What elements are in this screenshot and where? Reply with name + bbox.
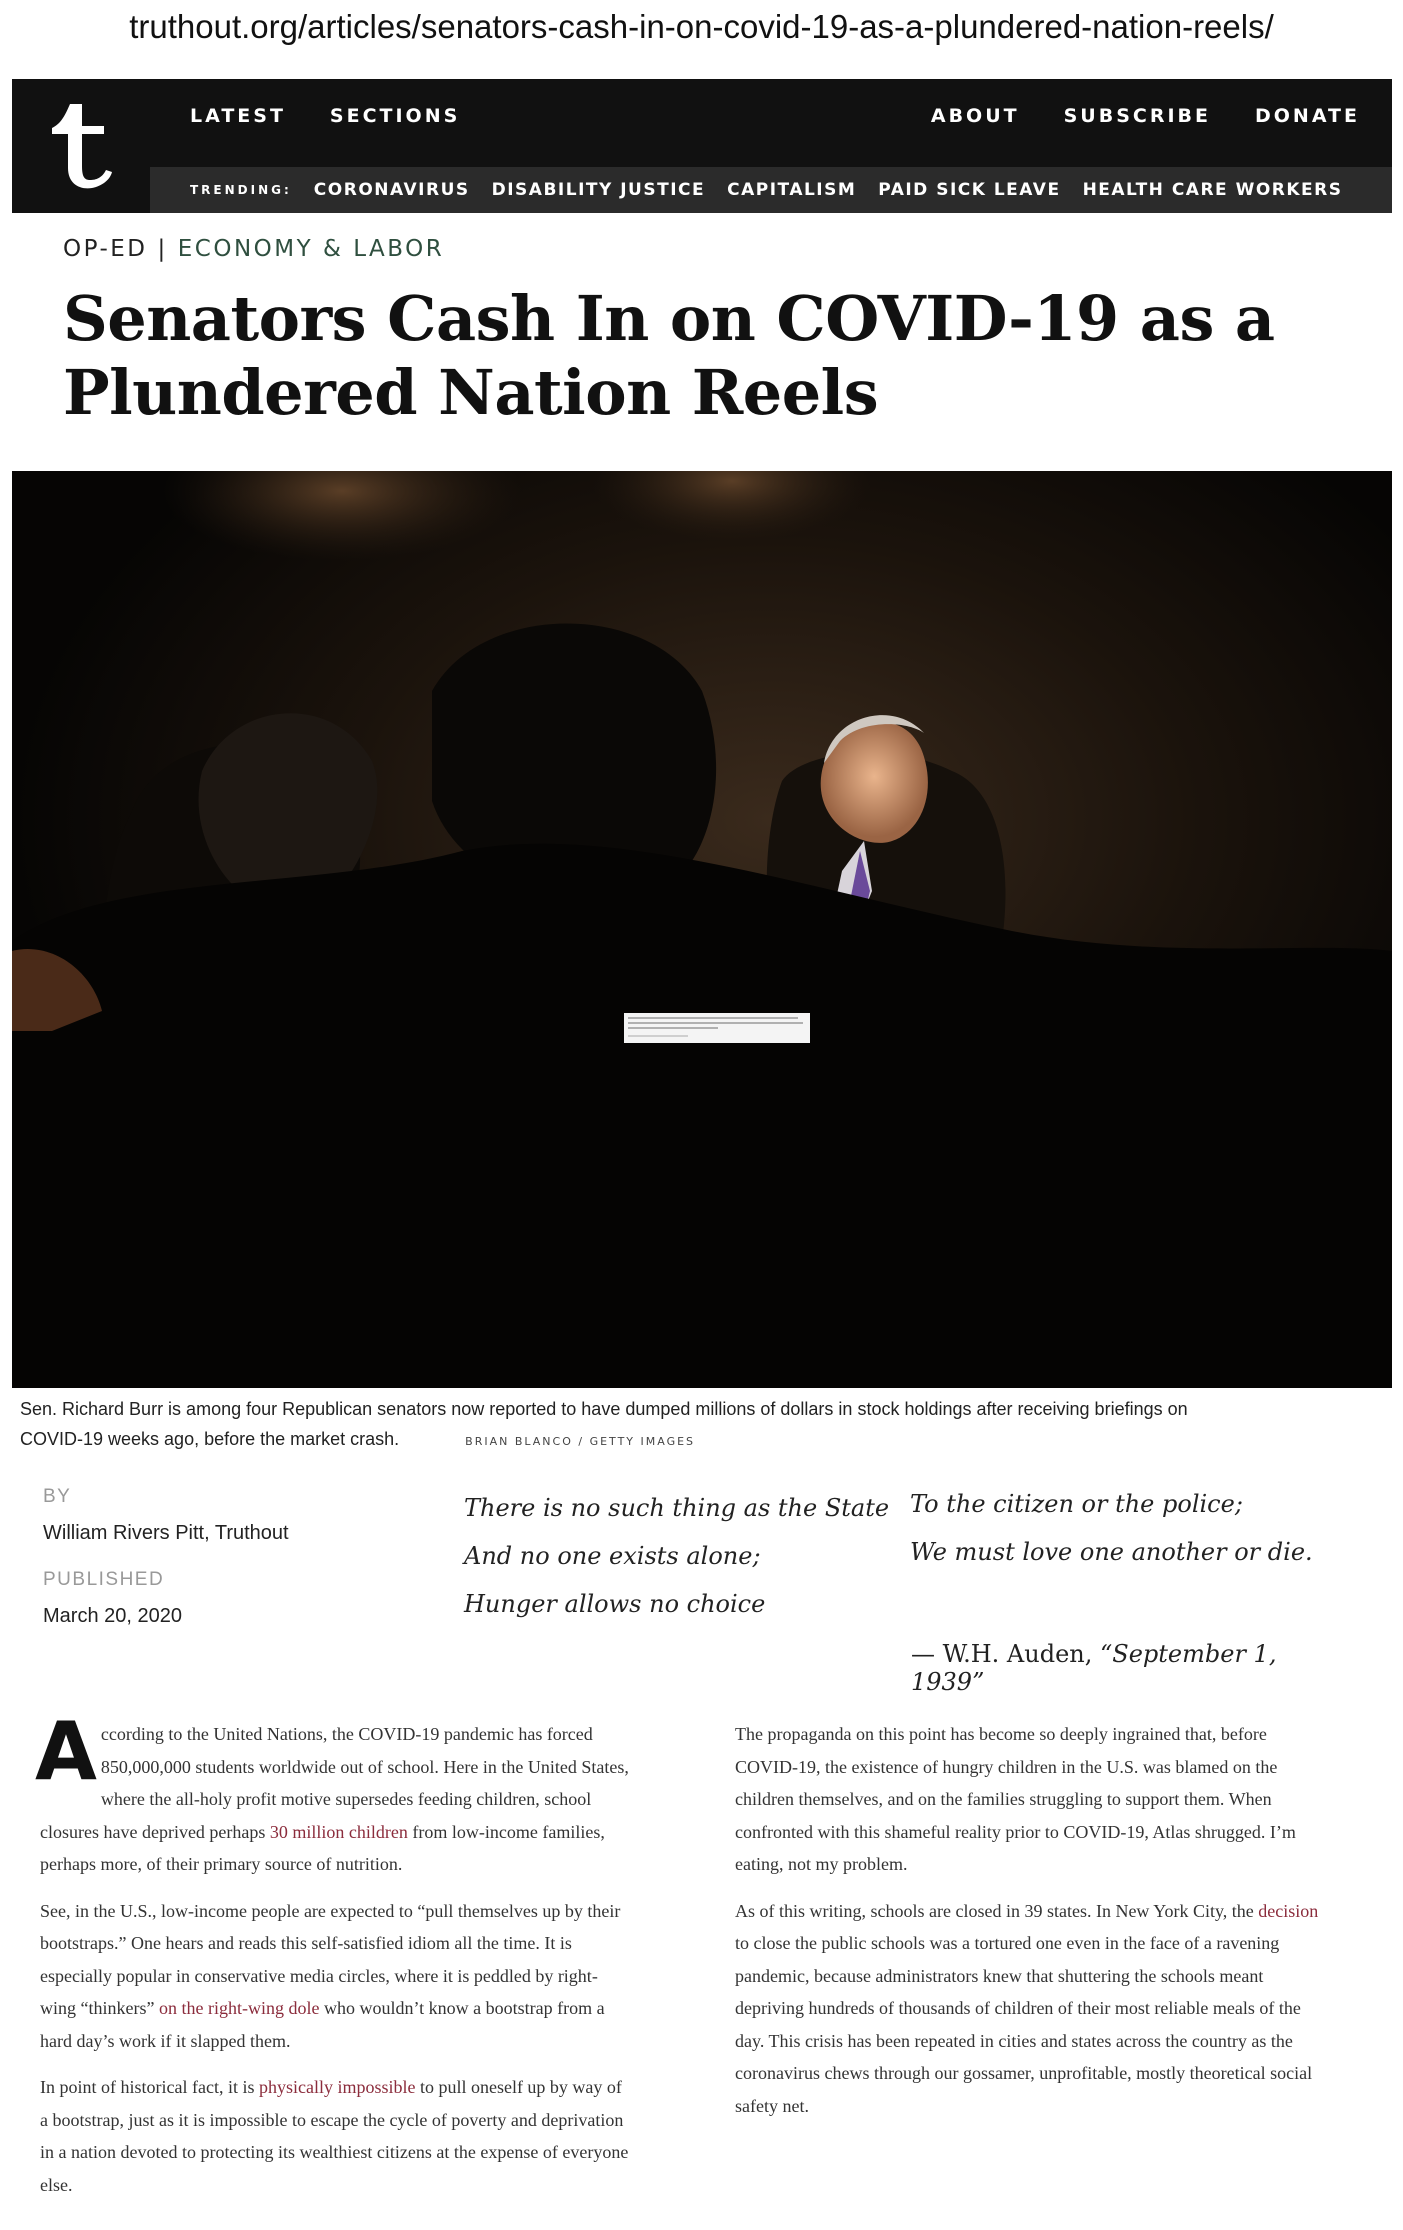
category-separator: | — [157, 236, 168, 262]
epigraph-left — [464, 1484, 889, 1628]
article-meta — [43, 1486, 403, 1652]
article-categories — [63, 236, 444, 262]
article-body-right — [735, 1718, 1325, 2136]
article-title — [63, 282, 1323, 430]
hero-photo-illustration — [12, 471, 1392, 1388]
nav-latest[interactable]: LATEST — [190, 105, 286, 127]
epigraph-attribution — [911, 1640, 1331, 1696]
epigraph-line: We must love one another or die. — [910, 1538, 1313, 1566]
trending-coronavirus[interactable]: CORONAVIRUS — [313, 180, 470, 200]
nav-sections[interactable]: SECTIONS — [329, 105, 461, 127]
trending-health-care-workers[interactable]: HEALTH CARE WORKERS — [1082, 180, 1343, 200]
caption-text-line-2: COVID-19 weeks ago, before the market crash. — [20, 1429, 400, 1449]
epigraph-line: Hunger allows no choice — [464, 1590, 766, 1618]
category-economy-labor-link[interactable]: ECONOMY & LABOR — [177, 236, 445, 262]
epigraph-line: To the citizen or the police; — [910, 1490, 1243, 1518]
trending-paid-sick-leave[interactable]: PAID SICK LEAVE — [878, 180, 1061, 200]
primary-nav — [190, 101, 460, 131]
paragraph-text: ccording to the United Nations, the COVID-19 pandemic has forced 850,000,000 students worldwide out of school. Here in the United States, where the all-holy profit motive supersedes feeding children, school closures have deprived perhaps — [40, 1724, 629, 1842]
body-paragraph — [40, 1895, 630, 2058]
epigraph-line: There is no such thing as the State — [464, 1494, 890, 1522]
category-oped-link[interactable]: OP-ED — [63, 236, 148, 262]
nav-subscribe[interactable]: SUBSCRIBE — [1063, 105, 1211, 127]
hero-photo — [12, 471, 1392, 1388]
trending-disability-justice[interactable]: DISABILITY JUSTICE — [491, 180, 706, 200]
url-text: truthout.org/articles/senators-cash-in-on-covid-19-as-a-plundered-nation-reels/ — [129, 8, 1274, 45]
drop-cap: A — [35, 1705, 97, 1798]
link-right-wing-dole[interactable]: on the right-wing dole — [158, 1998, 320, 2018]
photo-caption — [20, 1394, 1380, 1457]
site-header — [12, 79, 1392, 213]
link-physically-impossible[interactable]: physically impossible — [258, 2077, 416, 2097]
body-paragraph — [35, 1705, 630, 1881]
photo-credit: BRIAN BLANCO / GETTY IMAGES — [465, 1435, 696, 1448]
article-title-line-1: Senators Cash In on COVID-19 as a — [63, 282, 1275, 355]
link-30-million-children[interactable]: 30 million children — [269, 1821, 408, 1842]
secondary-nav — [931, 101, 1360, 131]
paragraph-text: from low-income families, perhaps more, of their primary source of nutrition. — [40, 1821, 605, 1874]
link-decision[interactable]: decision — [1258, 1900, 1319, 1921]
paragraph-text: As of this writing, schools are closed in 39 states. In New York City, the — [735, 1900, 1259, 1921]
paragraph-text: to close the public schools was a tortured one even in the face of a ravening pandemic, because administrators knew that shuttering the schools meant depriving hundreds of thousands of children of their most reliable meals of the day. This crisis has been repeated in cities and states across the country as the coronavirus chews through our gossamer, unprofitable, mostly theoretical social safety net. — [735, 1933, 1313, 2116]
nav-donate[interactable]: DONATE — [1255, 105, 1360, 127]
published-date: March 20, 2020 — [43, 1605, 182, 1627]
body-paragraph — [735, 1895, 1325, 2123]
truthout-logo[interactable] — [12, 79, 148, 213]
paragraph-text: See, in the U.S., low-income people are expected to “pull themselves up by their bootstraps.” One hears and reads this self-satisfied idiom all the time. It is especially popular in conservative media circles, where it is peddled by right-wing “thinkers” — [40, 1900, 621, 2018]
caption-text-line-1: Sen. Richard Burr is among four Republican senators now reported to have dumped millions of dollars in stock holdings after receiving briefings on — [20, 1399, 1188, 1419]
nav-about[interactable]: ABOUT — [930, 105, 1020, 127]
truthout-t-logo-icon — [40, 96, 120, 196]
body-paragraph — [40, 2071, 630, 2201]
trending-bar — [150, 167, 1392, 213]
article-body-left — [35, 1705, 630, 2215]
published-label: PUBLISHED — [43, 1569, 165, 1590]
trending-label: TRENDING: — [190, 183, 292, 197]
paragraph-text: to pull oneself up by way of a bootstrap, just as it is impossible to escape the cycle of poverty and deprivation in a nation devoted to protecting its wealthiest citizens at the expense of everyone else. — [40, 2077, 629, 2195]
author-link[interactable]: William Rivers Pitt, Truthout — [43, 1522, 289, 1544]
epigraph-right — [910, 1480, 1313, 1576]
attribution-work: “September 1, 1939” — [911, 1640, 1277, 1696]
attribution-author: — W.H. Auden, — [911, 1640, 1100, 1668]
paragraph-text: The propaganda on this point has become so deeply ingrained that, before COVID-19, the existence of hungry children in the U.S. was blamed on the children themselves, and on the families struggling to support them. When confronted with this shameful reality prior to COVID-19, Atlas shrugged. I’m eating, not my problem. — [735, 1724, 1296, 1874]
paragraph-text: who wouldn’t know a bootstrap from a hard day’s work if it slapped them. — [40, 1998, 605, 2051]
article-title-line-2: Plundered Nation Reels — [63, 356, 879, 429]
byline-label: BY — [43, 1486, 72, 1507]
address-bar[interactable] — [0, 8, 1403, 58]
paragraph-text: In point of historical fact, it is — [40, 2077, 259, 2097]
trending-capitalism[interactable]: CAPITALISM — [727, 180, 857, 200]
epigraph-line: And no one exists alone; — [464, 1542, 761, 1570]
body-paragraph — [735, 1718, 1325, 1881]
